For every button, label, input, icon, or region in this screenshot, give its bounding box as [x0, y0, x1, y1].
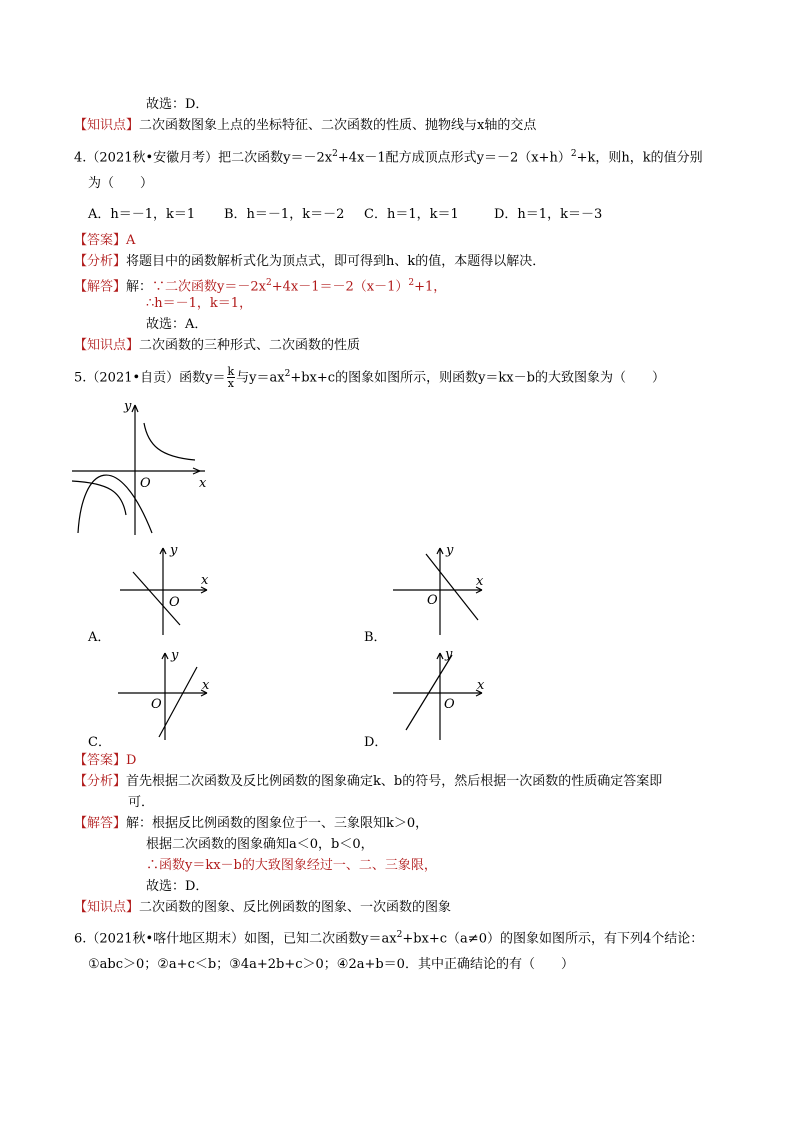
svg-text:O: O: [140, 476, 151, 491]
q5-answer: 【答案】D: [74, 753, 137, 768]
svg-text:x: x: [202, 678, 210, 693]
q4-analysis: 【分析】将题目中的函数解析式化为顶点式，即可得到h、k的值，本题得以解决．: [74, 254, 546, 269]
prev-knowledge-point: 【知识点】二次函数图象上点的坐标特征、二次函数的性质、抛物线与x轴的交点: [74, 118, 537, 133]
svg-text:O: O: [444, 697, 455, 712]
q5-option-b: B．: [364, 630, 387, 645]
svg-text:y: y: [124, 399, 132, 414]
q4-answer: 【答案】A: [74, 233, 136, 248]
q4-knowledge-point: 【知识点】二次函数的三种形式、二次函数的性质: [74, 338, 361, 353]
q4-option-d: D．h＝1，k＝－3: [494, 207, 603, 222]
svg-text:y: y: [445, 647, 453, 662]
q5-option-a-graph: [115, 540, 220, 640]
q5-main-figure: [60, 395, 220, 540]
q5-analysis: 【分析】首先根据二次函数及反比例函数的图象确定k、b的符号，然后根据一次函数的性质确定答案即: [74, 774, 663, 789]
q4-solution-line3: 故选：A．: [146, 317, 208, 332]
svg-text:y: y: [171, 648, 179, 663]
q5-option-c-graph: [115, 645, 220, 745]
q4-stem-line2: 为（ ）: [88, 176, 154, 191]
q5-solution: 【解答】解：根据反比例函数的图象位于一、三象限知k＞0，: [74, 816, 429, 831]
svg-text:O: O: [151, 697, 162, 712]
q6-conclusions: ①abc＞0；②a+c＜b；③4a+2b+c＞0；④2a+b＝0．其中正确结论的有（ ）: [88, 957, 574, 972]
prev-choice: 故选：D．: [146, 97, 209, 112]
q5-knowledge-point: 【知识点】二次函数的图象、反比例函数的图象、一次函数的图象: [74, 900, 452, 915]
svg-text:x: x: [477, 678, 485, 693]
q5-option-b-graph: [390, 540, 495, 640]
fraction-k-over-x: $\frac{k}{x}$: [227, 365, 235, 391]
svg-text:x: x: [201, 573, 209, 588]
q4-solution: 【解答】解：∵二次函数$y=-2x^2+4x-1=-2(x-1)^2+1$，: [74, 278, 447, 295]
q4-stem: 4.（2021秋•安徽月考）把二次函数$y=-2x^2+4x-1$配方成顶点形式$y=-2(x+h)^2+k$，则h，k的值分别: [74, 149, 703, 166]
q4-solution-line2: ∴h＝－1，k＝1，: [146, 296, 253, 311]
q5-solution-line4: 故选：D．: [146, 879, 209, 894]
svg-text:y: y: [170, 543, 178, 558]
q6-stem: 6.（2021秋•喀什地区期末）如图，已知二次函数$y=ax^2+bx+c(a\ne 0)$的图象如图所示，有下列4个结论：: [74, 930, 704, 947]
svg-text:x: x: [199, 476, 207, 491]
kp-tag: 【知识点】: [74, 118, 140, 133]
q5-option-a: A．: [88, 630, 111, 645]
q5-option-c: C．: [88, 735, 111, 750]
svg-text:y: y: [446, 543, 454, 558]
q4-option-b: B．h＝－1，k＝－2: [224, 207, 345, 222]
q4-option-c: C．h＝1，k＝1: [364, 207, 459, 222]
svg-text:O: O: [169, 595, 180, 610]
svg-text:O: O: [427, 593, 438, 608]
q5-stem: 5.（2021•自贡）函数y＝ $\frac{k}{x}$ 与$y=ax^2+bx+c$的图象如图所示，则函数y＝kx－b的大致图象为（ ）: [74, 365, 665, 391]
svg-text:x: x: [476, 574, 484, 589]
q4-option-a: A．h＝－1，k＝1: [88, 207, 196, 222]
q5-option-d-graph: [390, 645, 495, 745]
q5-solution-line3: ∴函数y＝kx－b的大致图象经过一、二、三象限，: [146, 858, 437, 873]
q5-solution-line2: 根据二次函数的图象确知a＜0，b＜0，: [146, 837, 374, 852]
q5-analysis-line2: 可．: [128, 795, 155, 810]
q5-option-d: D．: [364, 735, 388, 750]
